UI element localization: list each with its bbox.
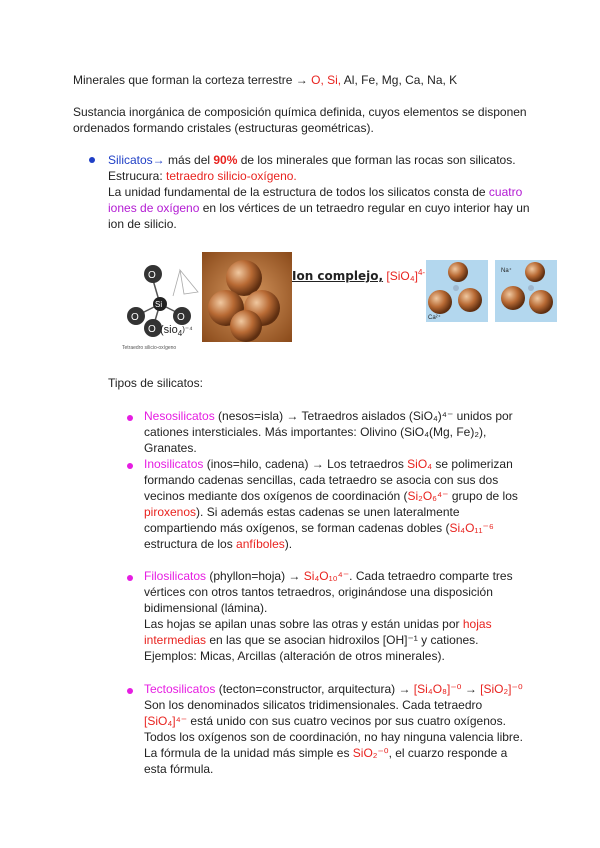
- tecto-text-1: (tecton=constructor, arquitectura) →: [215, 682, 414, 696]
- filo-text-3: Las hojas se apilan unas sobre las otras y están unidas por: [144, 617, 463, 631]
- tecto-line-1: [144, 681, 524, 697]
- bullet-filo: [127, 575, 133, 581]
- intro-highlight: O, Si,: [311, 73, 342, 87]
- cation-na-image: [495, 260, 557, 322]
- figure-row: [108, 252, 558, 352]
- tecto-para-2: [144, 697, 524, 745]
- ino-piroxenos: piroxenos: [144, 505, 197, 519]
- ino-formula-2: Si₄O₁₁⁻⁶: [449, 521, 494, 535]
- ion-formula: [SiO₄]: [386, 269, 418, 283]
- filo-para-1: [144, 568, 524, 616]
- ca-label: Ca²⁺: [428, 315, 441, 321]
- bullet-silicatos: [89, 157, 95, 163]
- formula-sub: 4: [177, 329, 183, 339]
- formula-label: [160, 322, 193, 338]
- filo-para-2: [144, 616, 524, 648]
- filosilicatos-item: [144, 568, 524, 664]
- filo-hojas: hojas intermedias: [144, 617, 492, 647]
- silicon-label: Si: [155, 300, 163, 309]
- ino-anfiboles: anfíboles: [236, 537, 285, 551]
- oxygen-label-1: O: [148, 270, 156, 281]
- definition-paragraph: Sustancia inorgánica de composición química definida, cuyos elementos se disponen ordenados formando cristales (estructuras geométricas).: [73, 105, 527, 135]
- bullet-neso: [127, 415, 133, 421]
- filo-text-2: . Cada tetraedro comparte tres vértices con otros tantos tetraedros, originándose una disposición bidimensional (lámina).: [144, 569, 513, 615]
- tecto-formula-1: [Si₄O₈]⁻⁰: [413, 682, 462, 696]
- tecto-text-4: La fórmula de la unidad más simple es: [144, 746, 353, 760]
- formula-base: (sio: [160, 324, 178, 336]
- oxygen-label-4: O: [148, 324, 156, 335]
- bullet-tecto: [127, 688, 133, 694]
- unidad-text-1: La unidad fundamental de la estructura de todos los silicatos consta de: [108, 185, 489, 199]
- tecto-formula-3: [SiO₄]⁴⁻: [144, 714, 188, 728]
- ion-complejo-label: [292, 268, 425, 284]
- unidad-highlight: cuatro iones de oxígeno: [108, 185, 523, 215]
- silicatos-line: [108, 152, 538, 168]
- intro-rest: Al, Fe, Mg, Ca, Na, K: [341, 73, 458, 87]
- ion-title: Ion complejo,: [292, 269, 384, 283]
- filo-formula: Si₄O₁₀⁴⁻: [303, 569, 350, 583]
- silicatos-percent: 90%: [213, 153, 238, 167]
- na-label: Na⁺: [501, 268, 512, 274]
- cation-ca-image: [426, 260, 488, 322]
- ino-name: Inosilicatos: [144, 457, 204, 471]
- estructura-line: [108, 168, 538, 184]
- neso-name: Nesosilicatos: [144, 409, 215, 423]
- ino-sio4: SiO₄: [407, 457, 433, 471]
- ino-text-2: se polimerizan formando cadenas sencillas, cada tetraedro se asocia con sus dos vecinos mediante dos oxígenos de coordinación: [144, 457, 513, 503]
- oxygen-label-3: O: [177, 312, 185, 323]
- estructura-value: tetraedro silicio-oxígeno.: [166, 169, 297, 183]
- silicatos-label: Silicatos→: [108, 153, 165, 167]
- inosilicatos-item: Inosilicatos (inos=hilo, cadena) → Los tetraedros SiO₄ se polimerizan formando cadenas sencillas, cada tetraedro se asocia con sus dos vecinos mediante dos oxígenos de coordinación (Si₂O₆⁴⁻ grupo de los piroxenos). Si además estas cadenas se unen lateralmente compartiendo más oxígenos, se forman cadenas dobles (Si₄O₁₁⁻⁶ estructura de los anfíboles).: [144, 457, 518, 551]
- formula-sup: )⁻⁴: [182, 325, 193, 334]
- oxygen-label-2: O: [131, 312, 139, 323]
- tecto-para-3: [144, 745, 524, 777]
- filo-text-4: en las que se asocian hidroxilos [OH]⁻¹ y cationes.: [206, 633, 479, 647]
- sphere-pyramid-image: [202, 252, 292, 342]
- unidad-text-2: en los vértices de un tetraedro regular en cuyo interior hay un ion de silicio.: [108, 201, 530, 231]
- ino-text-6: ).: [284, 537, 293, 551]
- tecto-name: Tectosilicatos: [144, 682, 216, 696]
- filo-text-1: (phyllon=hoja) →: [206, 569, 304, 583]
- ino-text-4: ). Si además estas cadenas se unen lateralmente compartiendo más oxígenos, se forman cadenas dobles (: [144, 505, 460, 535]
- intro-prefix: Minerales que forman la corteza terrestre →: [73, 73, 312, 87]
- tecto-text-5: , el cuarzo responde a esta fórmula.: [144, 746, 508, 776]
- intro-line: [73, 72, 457, 88]
- tecto-text-2: Son los denominados silicatos tridimensionales. Cada tetraedro: [144, 698, 483, 712]
- ino-text-3: grupo de los: [448, 489, 518, 503]
- silicatos-text-1: más del: [164, 153, 214, 167]
- tecto-formula-4: SiO₂⁻⁰: [352, 746, 389, 760]
- ion-charge: 4-: [417, 268, 426, 277]
- tipos-label: Tipos de silicatos:: [108, 376, 203, 390]
- neso-text: (nesos=isla) → Tetraedros aislados (SiO₄)⁴⁻ unidos por cationes intersticiales. Más importantes: Olivino (SiO₄(Mg, Fe)₂), Granates.: [144, 409, 513, 455]
- nesosilicatos-item: [144, 408, 524, 456]
- ino-text-1: (inos=hilo, cadena) → Los tetraedros: [203, 457, 408, 471]
- tecto-formula-2: [SiO₂]⁻⁰: [480, 682, 523, 696]
- tecto-arrow: →: [461, 682, 481, 696]
- ino-formula-1: Si₂O₆⁴⁻: [407, 489, 449, 503]
- filo-para-3: Ejemplos: Micas, Arcillas (alteración de otros minerales).: [144, 649, 445, 663]
- silicatos-block: [108, 152, 538, 232]
- filo-name: Filosilicatos: [144, 569, 207, 583]
- ino-text-5: estructura de los: [144, 537, 237, 551]
- tecto-text-3: está unido con sus cuatro vecinos por sus cuatro oxígenos. Todos los oxígenos son de coordinación, no hay ninguna valencia libre.: [144, 714, 523, 744]
- silicatos-text-2: de los minerales que forman las rocas son silicatos.: [237, 153, 516, 167]
- unidad-paragraph: [108, 184, 538, 232]
- tectosilicatos-item: [144, 681, 524, 777]
- bullet-ino: [127, 463, 133, 469]
- estructura-label: Estrucura:: [108, 169, 167, 183]
- diagram-caption: Tetraedro silicio-oxígeno: [122, 345, 177, 351]
